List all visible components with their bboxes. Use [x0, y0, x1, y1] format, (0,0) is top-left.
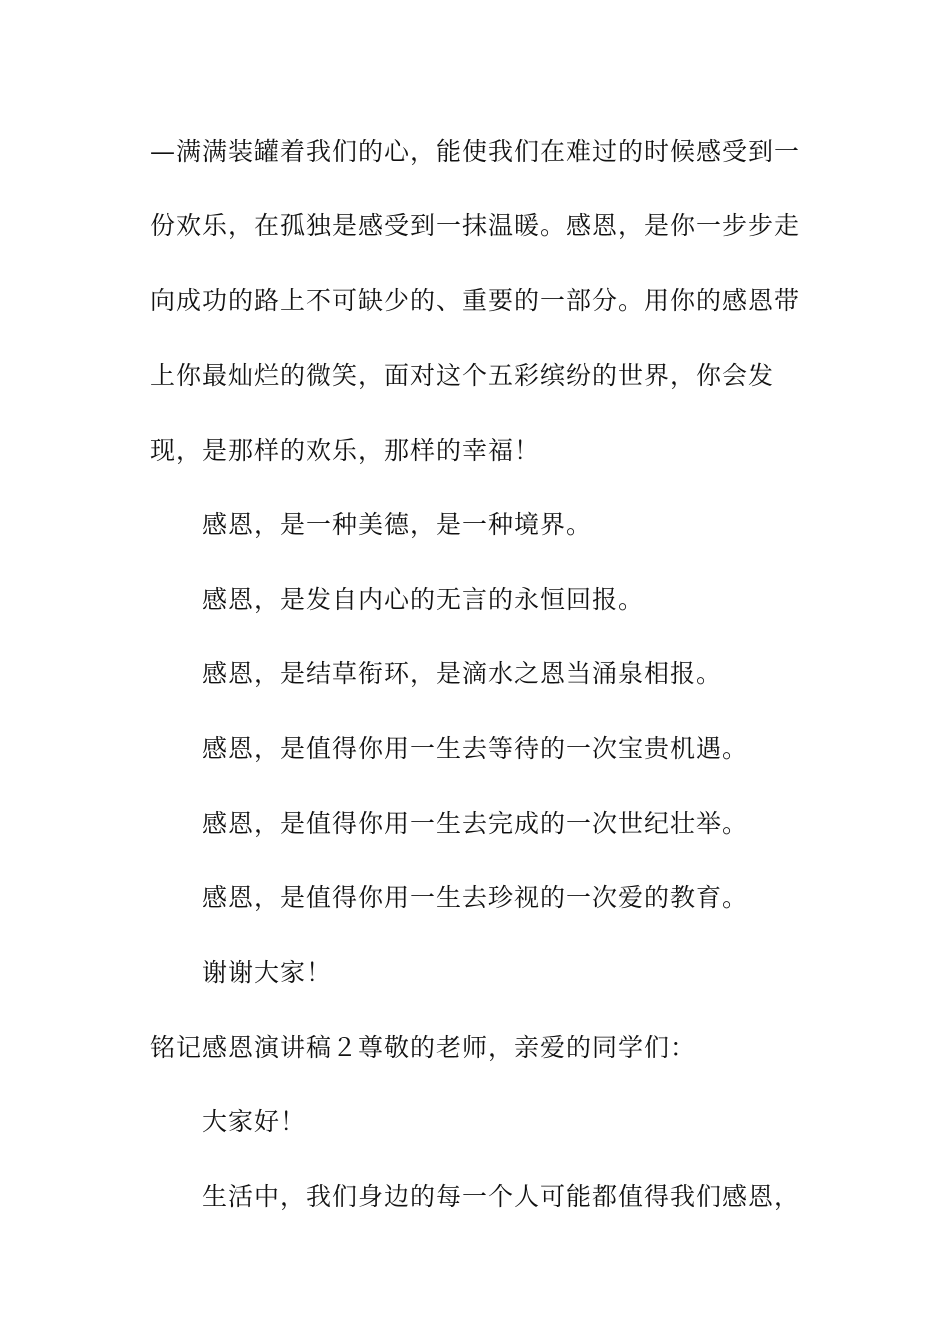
paragraph-line: 上你最灿烂的微笑，面对这个五彩缤纷的世界，你会发: [150, 361, 775, 390]
speech2-heading: 铭记感恩演讲稿２尊敬的老师，亲爱的同学们：: [150, 1033, 697, 1062]
greeting-line: 大家好！: [202, 1107, 307, 1136]
paragraph-line: 现，是那样的欢乐，那样的幸福！: [150, 436, 541, 465]
statement-line: 感恩，是一种美德，是一种境界。: [202, 510, 593, 539]
paragraph-line: 份欢乐，在孤独是感受到一抹温暖。感恩，是你一步步走: [150, 211, 801, 240]
statement-line: 感恩，是值得你用一生去等待的一次宝贵机遇。: [202, 734, 749, 763]
paragraph-line: —满满装罐着我们的心，能使我们在难过的时候感受到一: [150, 137, 801, 166]
statement-line: 感恩，是发自内心的无言的永恒回报。: [202, 585, 645, 614]
paragraph-line: 向成功的路上不可缺少的、重要的一部分。用你的感恩带: [150, 286, 801, 315]
closing-line: 谢谢大家！: [202, 958, 333, 987]
statement-line: 感恩，是值得你用一生去珍视的一次爱的教育。: [202, 883, 749, 912]
paragraph-line: 生活中，我们身边的每一个人可能都值得我们感恩，: [202, 1182, 801, 1211]
statement-line: 感恩，是值得你用一生去完成的一次世纪壮举。: [202, 809, 749, 838]
statement-line: 感恩，是结草衔环，是滴水之恩当涌泉相报。: [202, 659, 723, 688]
